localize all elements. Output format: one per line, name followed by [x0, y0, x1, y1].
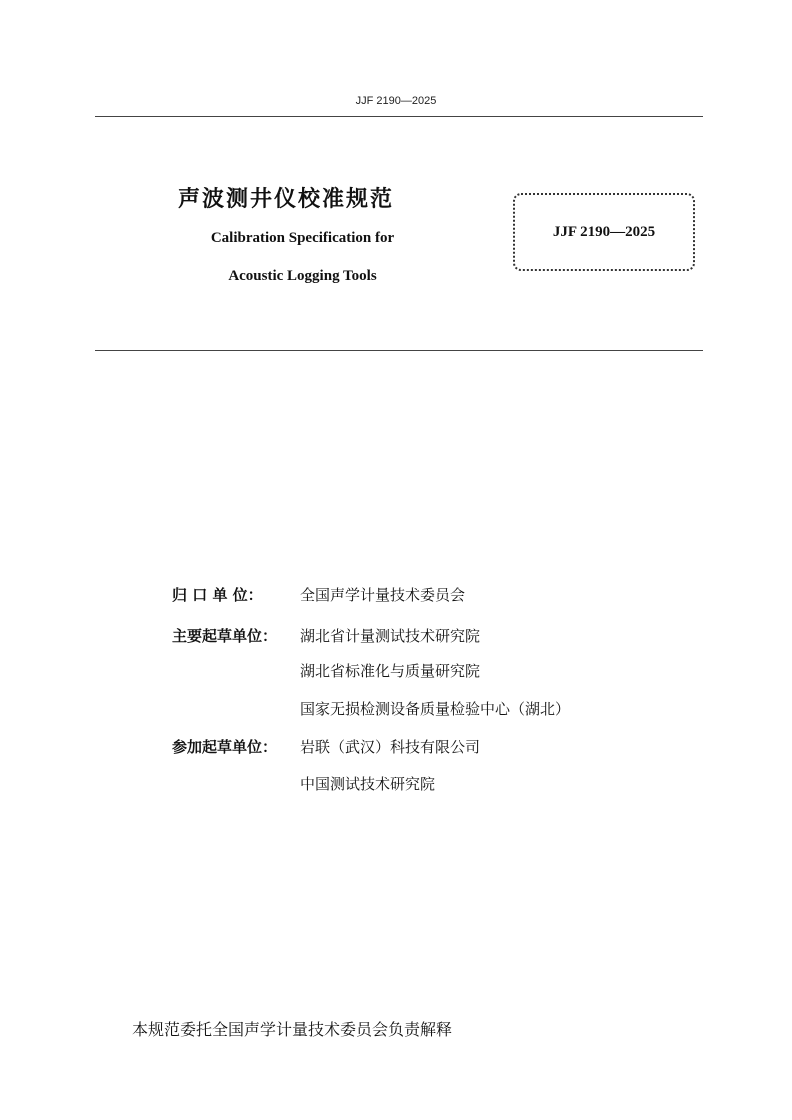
- standard-code-box-text: JJF 2190—2025: [552, 224, 656, 240]
- participating-drafting-unit-label: 参加起草单位：: [172, 738, 278, 756]
- title-section-rule: [95, 350, 703, 351]
- participating-drafting-unit-2: 中国测试技术研究院: [300, 775, 436, 793]
- responsible-unit-label: 归 口 单 位：: [172, 586, 263, 604]
- standard-code-box: [513, 193, 695, 271]
- header-standard-code: JJF 2190—2025: [355, 95, 437, 107]
- main-drafting-unit-2: 湖北省标准化与质量研究院: [300, 662, 481, 680]
- main-drafting-unit-3: 国家无损检测设备质量检验中心（湖北）: [300, 700, 571, 718]
- main-drafting-unit-label: 主要起草单位：: [172, 627, 278, 645]
- title-english-line-2: Acoustic Logging Tools: [228, 268, 377, 284]
- title-english-line-1: Calibration Specification for: [210, 230, 395, 246]
- participating-drafting-unit-1: 岩联（武汉）科技有限公司: [300, 738, 481, 756]
- header-rule: [95, 116, 703, 117]
- responsible-unit-1: 全国声学计量技术委员会: [300, 586, 466, 604]
- interpretation-note: 本规范委托全国声学计量技术委员会负责解释: [132, 1020, 453, 1039]
- main-drafting-unit-1: 湖北省计量测试技术研究院: [300, 627, 481, 645]
- title-chinese: 声波测井仪校准规范: [178, 187, 395, 212]
